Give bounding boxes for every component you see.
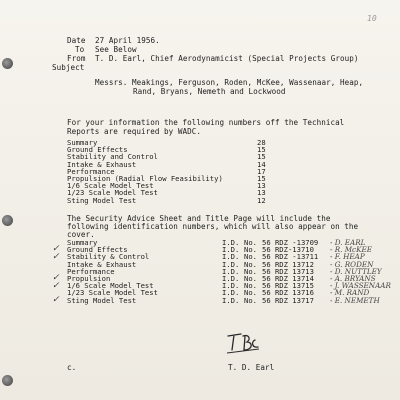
list-item: Sting Model Test 12 (67, 195, 266, 205)
from-label: From (67, 54, 86, 63)
list-item: Summary I.D. No. 56 RDZ -13709 - D. EARL (67, 238, 366, 247)
list-item: Sting Model Test I.D. No. 56 RDZ 13717 - E. NEMETH (67, 295, 380, 305)
list-item: Intake & Exhaust I.D. No. 56 RDZ 13712 - G. RODEN (67, 259, 374, 269)
list-item: Propulsion I.D. No. 56 RDZ 13714 - A. BRYANS (67, 273, 376, 283)
from-value: T. D. Earl, Chief Aerodynamicist (Special Projects Group) (95, 54, 359, 63)
list-item: 1/6 Scale Model Test 13 (67, 181, 266, 191)
list-item: Performance I.D. No. 56 RDZ 13713 - D. NUTTLEY (67, 266, 382, 276)
to-value: See Below (95, 45, 137, 54)
check-mark-icon: ✓ (52, 244, 60, 254)
recipients-line-2: Rand, Bryans, Nemeth and Lockwood (133, 87, 286, 96)
check-mark-icon: ✓ (52, 273, 60, 283)
date-value: 27 April 1956. (95, 36, 160, 45)
punch-hole-middle (2, 215, 13, 226)
security-line-1: The Security Advice Sheet and Title Page will include the (67, 214, 331, 223)
list-item: Stability & Control I.D. No. 56 RDZ -13711 - F. HEAP (67, 252, 365, 262)
check-mark-icon: ✓ (52, 252, 60, 262)
page-number: 10 (367, 14, 377, 23)
security-line-3: cover. (67, 230, 95, 239)
security-line-2: following identification numbers, which will also appear on the (67, 222, 359, 231)
reports-list (67, 139, 297, 204)
list-item: Ground Effects I.D. No. 56 RDZ-13710 - R. McKEE (67, 245, 372, 255)
signature-name: T. D. Earl (228, 363, 275, 372)
list-item: 1/23 Scale Model Test I.D. No. 56 RDZ 13716 - M. RAND (67, 288, 370, 298)
signature-initials (225, 330, 265, 356)
cc-label: c. (67, 363, 77, 372)
list-item: 1/23 Scale Model Test 13 (67, 188, 266, 198)
list-item: Summary 28 (67, 138, 266, 147)
list-item: Stability and Control 15 (67, 152, 266, 162)
recipients-line-1: Messrs. Meakings, Ferguson, Roden, McKee, Wassenaar, Heap, (95, 78, 364, 87)
check-mark-icon: ✓ (52, 281, 60, 291)
to-label: To (75, 45, 85, 54)
punch-hole-bottom (2, 375, 13, 386)
intro-line-1: For your information the following numbers off the Technical (67, 118, 345, 127)
list-item: 1/6 Scale Model Test I.D. No. 56 RDZ 13715 - J. WASSENAAR (67, 281, 391, 291)
check-mark-icon: ✓ (52, 295, 60, 305)
list-item: Performance 17 (67, 166, 266, 176)
subject-label: Subject (52, 63, 85, 72)
date-label: Date (67, 36, 86, 45)
identification-list (67, 239, 397, 304)
list-item: Propulsion (Radial Flow Feasibility) 15 (67, 173, 266, 183)
list-item: Ground Effects 15 (67, 145, 266, 155)
punch-hole-top (2, 58, 13, 69)
intro-line-2: Reports are required by WADC. (67, 127, 202, 136)
list-item: Intake & Exhaust 14 (67, 159, 266, 169)
